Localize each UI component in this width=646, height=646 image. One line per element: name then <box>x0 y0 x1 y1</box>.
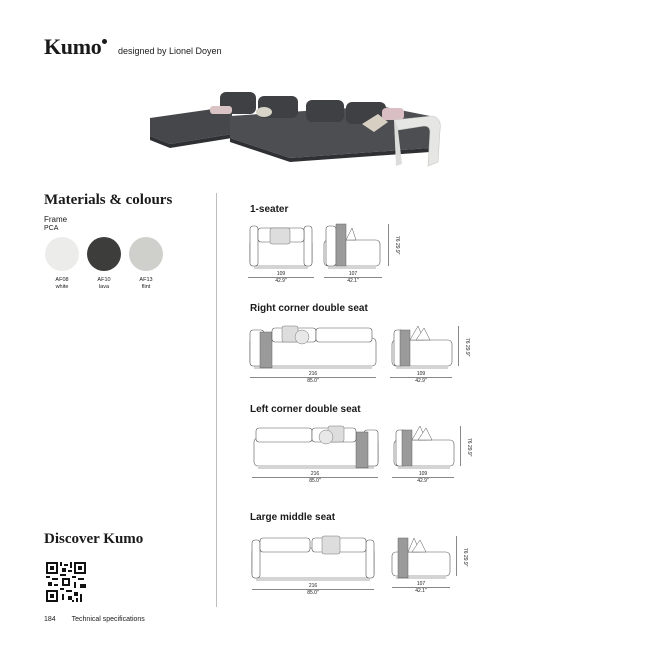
seat-4-front-view <box>250 530 376 582</box>
seat-1-depth-dim: 107 42.1" <box>324 271 382 284</box>
frame-material: PCA <box>44 225 59 232</box>
footer-section-label: Technical specifications <box>71 616 145 623</box>
seat-1-height-dim: 76 29.9" <box>388 224 411 266</box>
materials-section <box>44 192 172 232</box>
page-subtitle: designed by Lionel Doyen <box>117 46 222 56</box>
seat-2-depth-dim: 109 42.9" <box>390 371 452 384</box>
seat-2-front-view <box>248 320 378 370</box>
header <box>44 34 222 60</box>
page-title: Kumo <box>44 34 102 59</box>
seat-1-width-dim: 109 42.9" <box>248 271 314 284</box>
swatch-label-white: AF08 white <box>55 277 69 290</box>
swatch-flint <box>129 237 163 271</box>
seat-title-3: Left corner double seat <box>250 404 361 415</box>
seat-3-front-view <box>252 420 380 470</box>
seat-1-side-view <box>322 222 382 270</box>
swatch-label-flint: AF13 flint <box>139 277 153 290</box>
seat-3-height-dim: 76 29.9" <box>460 426 483 466</box>
seat-3-side-view <box>392 424 456 470</box>
seat-2-side-view <box>390 324 454 370</box>
seat-3-width-dim: 216 85.0" <box>252 471 378 484</box>
seat-title-2: Right corner double seat <box>250 303 368 314</box>
seat-4-depth-dim: 107 42.1" <box>392 581 450 594</box>
title-dot <box>102 39 107 44</box>
swatch-white <box>45 237 79 271</box>
seat-3-depth-dim: 109 42.9" <box>392 471 454 484</box>
materials-title: Materials & colours <box>44 192 173 208</box>
swatch-lava <box>87 237 121 271</box>
column-divider <box>216 193 217 607</box>
discover-title: Discover Kumo <box>44 531 144 547</box>
seat-1-front-view <box>248 220 314 270</box>
seat-title-1: 1-seater <box>250 204 289 215</box>
frame-label: Frame <box>44 215 68 224</box>
footer <box>44 616 145 623</box>
seat-4-side-view <box>390 534 452 580</box>
seat-4-height-dim: 76 29.9" <box>456 536 479 576</box>
seat-title-4: Large middle seat <box>250 512 336 523</box>
hero-sofa-image <box>140 86 450 172</box>
seat-2-height-dim: 76 29.9" <box>458 326 481 366</box>
qr-code[interactable] <box>46 562 86 602</box>
page-number: 184 <box>44 616 56 623</box>
seat-4-width-dim: 216 85.0" <box>252 583 374 596</box>
seat-2-width-dim: 216 85.0" <box>250 371 376 384</box>
swatch-label-lava: AF10 lava <box>97 277 111 290</box>
